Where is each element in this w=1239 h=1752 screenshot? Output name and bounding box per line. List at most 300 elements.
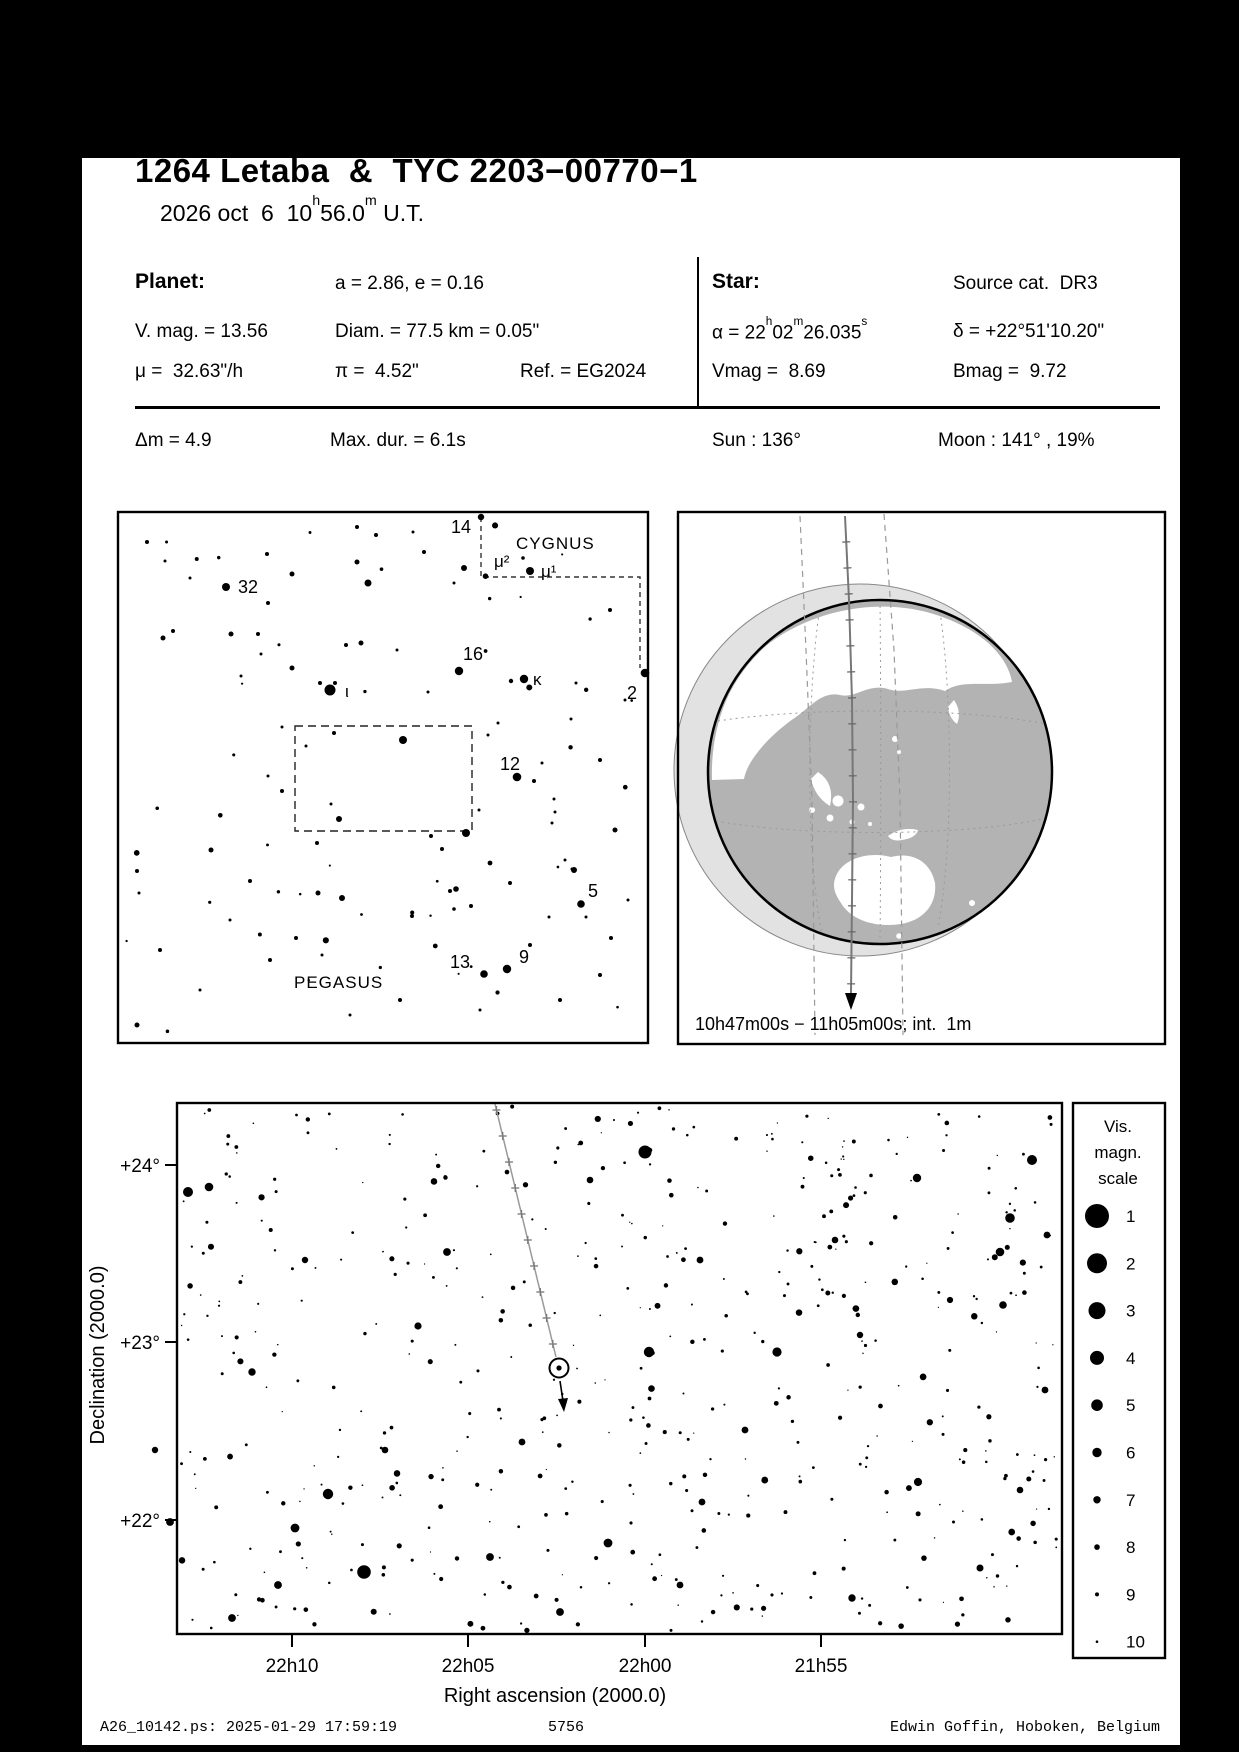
chart-star [663,1430,667,1434]
chart-star [505,1170,510,1175]
chart-star [865,1456,868,1459]
chart-star [389,1613,391,1615]
finder-star [349,1014,352,1017]
chart-star [1033,1541,1037,1545]
finder-star [158,948,162,952]
chart-star [957,1213,958,1214]
finder-star [564,859,567,862]
chart-star [295,1114,298,1117]
planet-vmag: V. mag. = 13.56 [135,321,268,342]
chart-star [861,1597,863,1599]
chart-star [275,1606,278,1609]
chart-star [1006,1585,1007,1586]
chart-star [587,1177,594,1184]
date-suffix: U.T. [376,200,425,226]
finder-star [316,891,321,896]
chart-star [187,1283,193,1289]
chart-star [813,1571,817,1575]
chart-star [652,1576,657,1581]
chart-star [699,1499,706,1506]
chart-star [1050,1123,1053,1126]
chart-star [662,1225,663,1226]
chart-star [1009,1203,1011,1205]
chart-star [443,1248,451,1256]
chart-star [646,1423,651,1428]
chart-star [973,1295,975,1297]
chart-star [830,1498,833,1501]
finder-star [332,731,336,735]
finder-star [258,933,262,937]
finder-star-ι [325,685,336,696]
chart-star [761,1477,768,1484]
finder-star [436,880,439,883]
chart-star [853,1194,856,1197]
chart-star [604,1379,605,1380]
chart-star [847,1389,848,1390]
chart-star [745,1291,748,1294]
chart-star [466,1436,468,1438]
chart-star [861,1340,863,1342]
finder-star-14 [478,514,484,520]
chart-star [475,1483,479,1487]
chart-star [507,1585,512,1590]
chart-star [382,1497,384,1499]
chart-star [920,1374,927,1381]
finder-star [267,775,270,778]
chart-star [1032,1470,1035,1473]
chart-star [553,1379,555,1381]
chart-star [1014,1187,1017,1190]
chart-star [693,1432,694,1433]
chart-star [639,1452,641,1454]
chart-star [360,1410,362,1412]
chart-star [546,1469,547,1470]
chart-star [613,1119,615,1121]
chart-star [835,1248,836,1249]
date-minutes: 56.0 [320,200,365,226]
chart-star [599,1314,601,1316]
chart-star [723,1404,725,1406]
finder-star [379,966,382,969]
legend-mag-label: 7 [1126,1490,1136,1510]
finder-star [410,910,414,914]
chart-star [697,1257,704,1264]
finder-star [339,895,345,901]
chart-star [459,1381,462,1384]
finder-star [330,803,333,806]
chart-star [214,1505,218,1509]
chart-star [991,1553,994,1556]
legend-mag-dot [1085,1204,1109,1228]
chart-star [321,1484,323,1486]
chart-star [655,1303,661,1309]
chart-star [988,1439,991,1442]
chart-star [905,1265,907,1267]
chart-star [350,1569,353,1572]
chart-star [206,1315,208,1317]
chart-star [1048,1508,1050,1510]
finder-star [217,556,220,559]
chart-star [723,1278,725,1280]
finder-star-32 [222,583,230,591]
chart-star [664,1283,668,1287]
chart-star [195,1488,196,1489]
chart-star [988,1167,991,1170]
legend-title-line: scale [1098,1169,1138,1188]
chart-star [777,1122,778,1123]
finder-star [554,811,557,814]
chart-star [864,1191,867,1194]
chart-star [1016,1536,1021,1541]
chart-star [893,1215,898,1220]
finder-star [199,989,202,992]
chart-star [709,1458,711,1460]
chart-star [630,1550,635,1555]
chart-star [677,1582,684,1589]
chart-star [667,1178,672,1183]
chart-star [576,1368,578,1370]
chart-star [431,1178,438,1185]
chart-star [977,1406,980,1409]
finder-star [479,1009,482,1012]
chart-star [996,1331,997,1332]
chart-star [183,1313,185,1315]
chart-star [556,1146,559,1149]
chart-star [587,1202,590,1205]
finder-star [558,998,562,1002]
chart-star [301,1300,303,1302]
chart-star [1040,1266,1043,1269]
chart-star [235,1335,239,1339]
chart-star [778,1271,780,1273]
chart-star [644,1236,647,1239]
chart-star [822,1214,826,1218]
chart-star [859,1463,862,1466]
finder-star [627,899,630,902]
chart-star [538,1474,543,1479]
finder-label-14: 14 [451,517,472,537]
y-axis-title: Declination (2000.0) [87,1265,109,1445]
chart-star [666,1255,669,1258]
chart-star [808,1155,814,1161]
finder-star [429,914,431,916]
chart-star [825,1290,830,1295]
chart-star [293,1607,296,1610]
finder-star [561,553,563,555]
chart-star [838,1173,842,1177]
legend-title-line: Vis. [1103,1117,1133,1136]
finder-star [161,636,166,641]
finder-star [363,690,366,693]
chart-star [791,1420,794,1423]
chart-star [1022,1153,1025,1156]
chart-star [912,1441,913,1442]
ra-h-sup: h [765,314,773,328]
finder-star [164,560,167,563]
chart-star [208,1244,214,1250]
finder-star [218,813,223,818]
finder-star [433,944,438,949]
finder-star [241,683,243,685]
track-time-caption: 10h47m00s − 11h05m00s; int. 1m [695,1014,972,1034]
chart-star [456,1267,458,1269]
chart-star [432,1276,435,1279]
chart-star [444,1175,447,1178]
finder-star [290,572,295,577]
chart-star [817,1304,820,1307]
chart-star [306,1567,308,1569]
chart-star [985,1461,988,1464]
chart-star [363,1332,366,1335]
chart-star [500,1417,502,1419]
legend-mag-dot [1094,1544,1100,1550]
chart-star [226,1134,230,1138]
chart-star [937,1291,940,1294]
finder-label-2: 2 [627,683,638,703]
chart-star [1052,1344,1053,1345]
source-catalog: Source cat. DR3 [953,273,1098,294]
chart-star [687,1438,690,1441]
chart-star [728,1513,730,1515]
chart-star [1008,1529,1015,1536]
legend-mag-dot [1090,1351,1104,1365]
chart-star [701,1620,703,1622]
finder-star [329,864,331,866]
finder-star [399,736,407,744]
chart-star [556,1608,564,1616]
chart-star [745,1458,746,1459]
finder-star [294,936,298,940]
dec-tick-label: +23° [120,1333,160,1354]
chart-star [778,1387,780,1389]
chart-star [499,1318,504,1323]
chart-star [1054,1456,1055,1457]
chart-star [1055,1547,1057,1549]
chart-star [975,1298,977,1300]
chart-star [787,1283,790,1286]
chart-star [993,1586,994,1587]
chart-star [301,1557,303,1559]
chart-star [992,1254,998,1260]
chart-star [642,1416,645,1419]
chart-star [414,1322,421,1329]
chart-star [842,1146,843,1147]
chart-star [659,1553,662,1556]
chart-star [1017,1487,1024,1494]
chart-star [721,1349,724,1352]
finder-star [299,893,302,896]
chart-star [191,1245,193,1247]
ra-sec: 26.035 [803,322,862,344]
chart-star [595,1116,601,1122]
chart-star [771,1138,774,1141]
chart-star [275,1190,278,1193]
chart-star [1044,1458,1047,1461]
chart-star [315,1267,317,1269]
chart-star [774,1401,779,1406]
finder-star [598,973,602,977]
finder-star [526,684,532,690]
chart-star [279,1550,282,1553]
chart-star [893,1539,896,1542]
finder-star [462,829,470,837]
chart-star [380,1447,383,1450]
chart-star [1004,1474,1008,1478]
chart-star [649,1308,651,1310]
chart-star [963,1448,967,1452]
chart-star [523,1182,528,1187]
chart-star [812,1466,815,1469]
finder-label-9: 9 [519,947,530,967]
chart-star [1036,1386,1038,1388]
chart-star [245,1443,248,1446]
finder-star [135,869,139,873]
main-chart-bg [177,1103,1062,1634]
chart-star [645,1442,648,1445]
chart-star [578,1141,583,1146]
planet-diameter: Diam. = 77.5 km = 0.05" [335,321,540,342]
finder-star [360,913,363,916]
chart-star [926,1263,927,1264]
chart-star [545,1228,547,1230]
chart-star [946,1389,949,1392]
chart-star [499,1557,501,1559]
chart-star [1010,1292,1013,1295]
chart-star [703,1338,706,1341]
finder-star [309,531,312,534]
chart-star [910,1180,912,1182]
finder-star [520,596,522,598]
finder-star [125,940,127,942]
chart-star [661,1575,662,1576]
finder-star [588,617,591,620]
dec-tick-label: +22° [120,1511,160,1532]
chart-star [476,1369,479,1372]
chart-star [454,1344,456,1346]
chart-star [348,1485,352,1489]
finder-star [209,848,214,853]
finder-star [374,533,378,537]
chart-star [577,1255,579,1257]
chart-star [753,1332,755,1334]
magnitude-drop: Δm = 4.9 [135,430,212,451]
legend-mag-dot [1089,1302,1106,1319]
finder-label-5: 5 [588,881,599,901]
chart-star [898,1623,904,1629]
chart-star [913,1174,921,1182]
island [827,815,834,822]
chart-star [571,1481,573,1483]
chart-star [942,1415,944,1417]
chart-star [328,1582,331,1585]
chart-star [801,1141,803,1143]
legend-mag-label: 2 [1126,1254,1136,1274]
finder-star-μ¹ [526,567,534,575]
chart-star [362,1484,364,1486]
chart-star [914,1478,922,1486]
chart-star [947,1297,953,1303]
ra-tick-label: 21h55 [794,1656,848,1677]
chart-star [517,1525,520,1528]
chart-star [406,1262,409,1265]
chart-star [389,1485,395,1491]
chart-star [842,1294,846,1298]
chart-star [510,1105,514,1109]
chart-star [542,1431,544,1433]
chart-star [985,1450,987,1452]
finder-label-κ: κ [533,670,542,689]
chart-star [399,1494,401,1496]
chart-star [564,1127,567,1130]
chart-star [843,1140,845,1142]
chart-star [1043,1479,1046,1482]
chart-star [576,1622,580,1626]
chart-star [996,1574,999,1577]
finder-star [344,643,348,647]
chart-star [942,1433,945,1436]
chart-star [682,1474,686,1478]
chart-star [784,1510,788,1514]
chart-star [1005,1211,1007,1213]
chart-star [1037,1367,1040,1370]
finder-star [568,745,572,749]
chart-star [772,1347,781,1356]
finder-star [487,734,490,737]
chart-star [388,1143,390,1145]
chart-star [180,1462,183,1465]
legend-mag-label: 8 [1126,1538,1136,1558]
ra-m-sup: m [793,314,804,328]
chart-star [555,1598,559,1602]
chart-star [856,1313,860,1317]
chart-star [631,1223,633,1225]
chart-star [433,1573,435,1575]
finder-star [171,629,175,633]
chart-star [264,1571,266,1573]
chart-star [853,1305,860,1312]
chart-star [723,1221,727,1225]
chart-star [848,1196,853,1201]
finder-star [232,753,235,756]
finder-star [492,522,498,528]
chart-star [818,1278,820,1280]
chart-star [439,1577,443,1581]
chart-star [357,1565,371,1579]
finder-star [488,597,491,600]
chart-star [679,1431,682,1434]
chart-star [528,1323,531,1326]
finder-star [551,822,554,825]
chart-star [1036,1508,1037,1509]
chart-star [862,1353,863,1354]
chart-star [829,1209,833,1213]
chart-star [805,1115,808,1118]
chart-star [942,1149,945,1152]
chart-star [1015,1294,1017,1296]
chart-star [695,1546,698,1549]
chart-star [858,1612,861,1615]
chart-star [1020,1260,1026,1266]
chart-star [304,1607,309,1612]
chart-star [672,1127,675,1130]
chart-star [951,1231,954,1234]
chart-star [648,1397,652,1401]
finder-star [266,843,269,846]
chart-star [711,1407,714,1410]
chart-star [524,1628,529,1633]
chart-star [306,1117,310,1121]
finder-star [336,816,342,822]
